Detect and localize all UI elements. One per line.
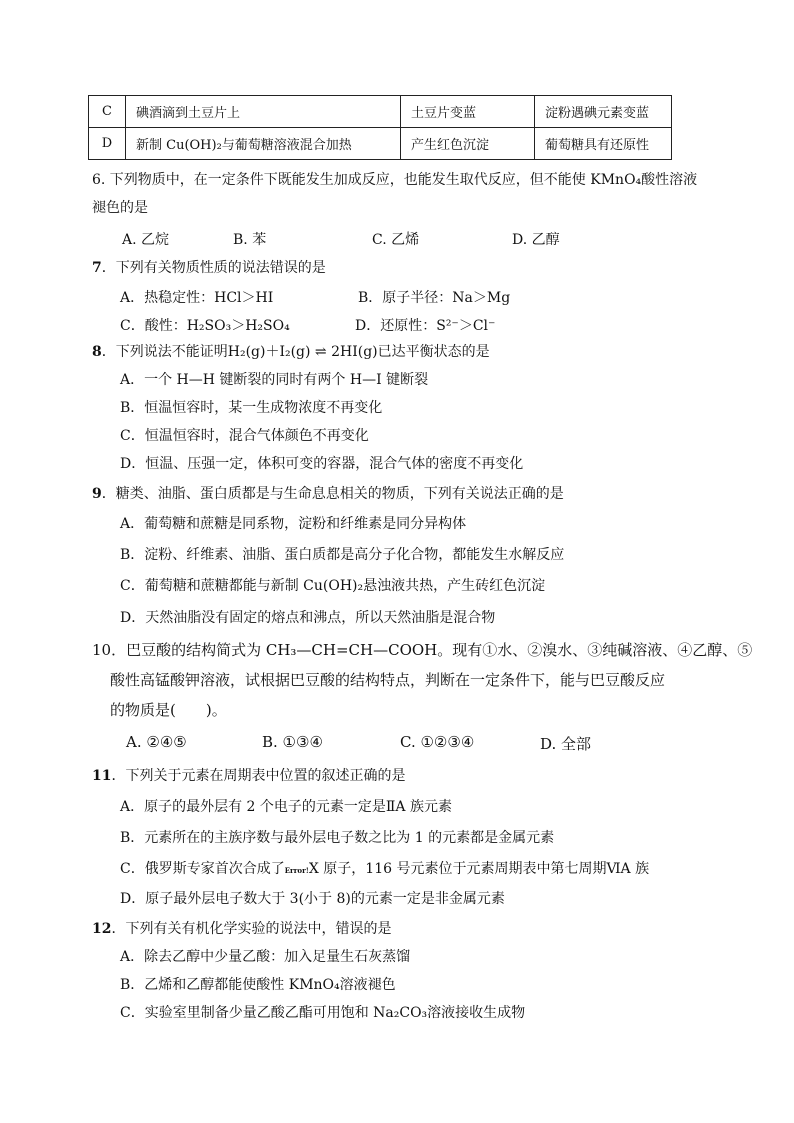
q8-option-d: D．恒温、压强一定，体积可变的容器，混合气体的密度不再变化 (120, 456, 524, 472)
q10-stem-line1: 10．巴豆酸的结构简式为 CH₃—CH=CH—COOH。现有①水、②溴水、③纯碱溶液、④乙醇、⑤ (92, 641, 753, 659)
q6-stem-line1: 6. 下列物质中，在一定条件下既能发生加成反应，也能发生取代反应，但不能使 KMnO₄酸性溶液 (92, 172, 698, 188)
q6-option-c: C. 乙烯 (372, 232, 420, 248)
q8-stem-text: ．下列说法不能证明H₂(g)＋I₂(g) ⇌ 2HI(g)已达平衡状态的是 (101, 344, 490, 360)
q6-option-a: A. 乙烷 (122, 232, 170, 248)
table-row (89, 96, 672, 128)
q9-stem (92, 485, 564, 503)
row-operation: 新制 Cu(OH)₂与葡萄糖溶液混合加热 (126, 128, 401, 160)
q11-stem-text: ．下列关于元素在周期表中位置的叙述正确的是 (111, 768, 406, 784)
q11-option-c (120, 860, 649, 880)
q9-option-b: B．淀粉、纤维素、油脂、蛋白质都是高分子化合物，都能发生水解反应 (120, 547, 565, 563)
q7-option-c: C．酸性：H₂SO₃＞H₂SO₄ (120, 318, 290, 334)
q12-stem (92, 920, 391, 938)
q11-option-c-pre: C．俄罗斯专家首次合成了 (120, 861, 285, 877)
q11-option-b: B．元素所在的主族序数与最外层电子数之比为 1 的元素都是金属元素 (120, 830, 555, 846)
q10-option-c: C. ①②③④ (400, 733, 475, 751)
q7-option-a: A．热稳定性：HCl＞HI (120, 290, 274, 306)
q6-stem-line2: 褪色的是 (92, 200, 148, 216)
q9-option-c: C．葡萄糖和蔗糖都能与新制 Cu(OH)₂悬浊液共热，产生砖红色沉淀 (120, 578, 546, 594)
row-conclusion: 淀粉遇碘元素变蓝 (535, 96, 672, 128)
q7-stem (92, 259, 326, 277)
q8-stem (92, 343, 490, 361)
q8-option-c: C．恒温恒容时，混合气体颜色不再变化 (120, 428, 369, 444)
q12-option-b: B．乙烯和乙醇都能使酸性 KMnO₄溶液褪色 (120, 977, 396, 993)
q11-stem (92, 767, 405, 785)
q11-number: 11 (92, 768, 112, 784)
row-label: C (89, 96, 126, 128)
q6-option-d: D. 乙醇 (512, 232, 560, 248)
q6-option-b: B. 苯 (233, 232, 267, 248)
q7-option-b: B．原子半径：Na＞Mg (358, 290, 511, 306)
q10-option-a: A. ②④⑤ (126, 733, 187, 751)
row-operation: 碘酒滴到土豆片上 (126, 96, 401, 128)
q11-option-d: D．原子最外层电子数大于 3(小于 8)的元素一定是非金属元素 (120, 891, 505, 907)
row-label: D (89, 128, 126, 160)
q10-option-b: B. ①③④ (262, 733, 323, 751)
q12-number: 12 (92, 921, 112, 937)
q12-option-c: C．实验室里制备少量乙酸乙酯可用饱和 Na₂CO₃溶液接收生成物 (120, 1005, 526, 1021)
q7-number: 7 (92, 260, 102, 276)
q8-option-b: B．恒温恒容时，某一生成物浓度不再变化 (120, 400, 383, 416)
q9-stem-text: ．糖类、油脂、蛋白质都是与生命息息相关的物质，下列有关说法正确的是 (101, 486, 564, 502)
q9-option-d: D．天然油脂没有固定的熔点和沸点，所以天然油脂是混合物 (120, 610, 496, 626)
row-phenomenon: 土豆片变蓝 (401, 96, 535, 128)
q11-option-c-post: X 原子，116 号元素位于元素周期表中第七周期ⅥA 族 (308, 861, 650, 877)
q8-option-a: A．一个 H—H 键断裂的同时有两个 H—I 键断裂 (120, 372, 429, 388)
q12-option-a: A．除去乙醇中少量乙酸：加入足量生石灰蒸馏 (120, 949, 411, 965)
q9-option-a: A．葡萄糖和蔗糖是同系物，淀粉和纤维素是同分异构体 (120, 516, 467, 532)
q11-error-field: Error! (284, 866, 309, 875)
table-row (89, 128, 672, 160)
experiment-table (88, 95, 672, 160)
q10-stem-line3: 的物质是( )。 (110, 701, 227, 719)
q12-stem-text: ．下列有关有机化学实验的说法中，错误的是 (111, 921, 392, 937)
q7-stem-text: ．下列有关物质性质的说法错误的是 (101, 260, 326, 276)
q10-option-d: D. 全部 (540, 735, 592, 753)
q11-option-a: A．原子的最外层有 2 个电子的元素一定是ⅡA 族元素 (120, 799, 452, 815)
q8-number: 8 (92, 344, 102, 360)
q9-number: 9 (92, 486, 102, 502)
q10-stem-line2: 酸性高锰酸钾溶液，试根据巴豆酸的结构特点，判断在一定条件下，能与巴豆酸反应 (110, 671, 666, 689)
row-phenomenon: 产生红色沉淀 (401, 128, 535, 160)
row-conclusion: 葡萄糖具有还原性 (535, 128, 672, 160)
q7-option-d: D．还原性：S²⁻＞Cl⁻ (355, 318, 496, 334)
